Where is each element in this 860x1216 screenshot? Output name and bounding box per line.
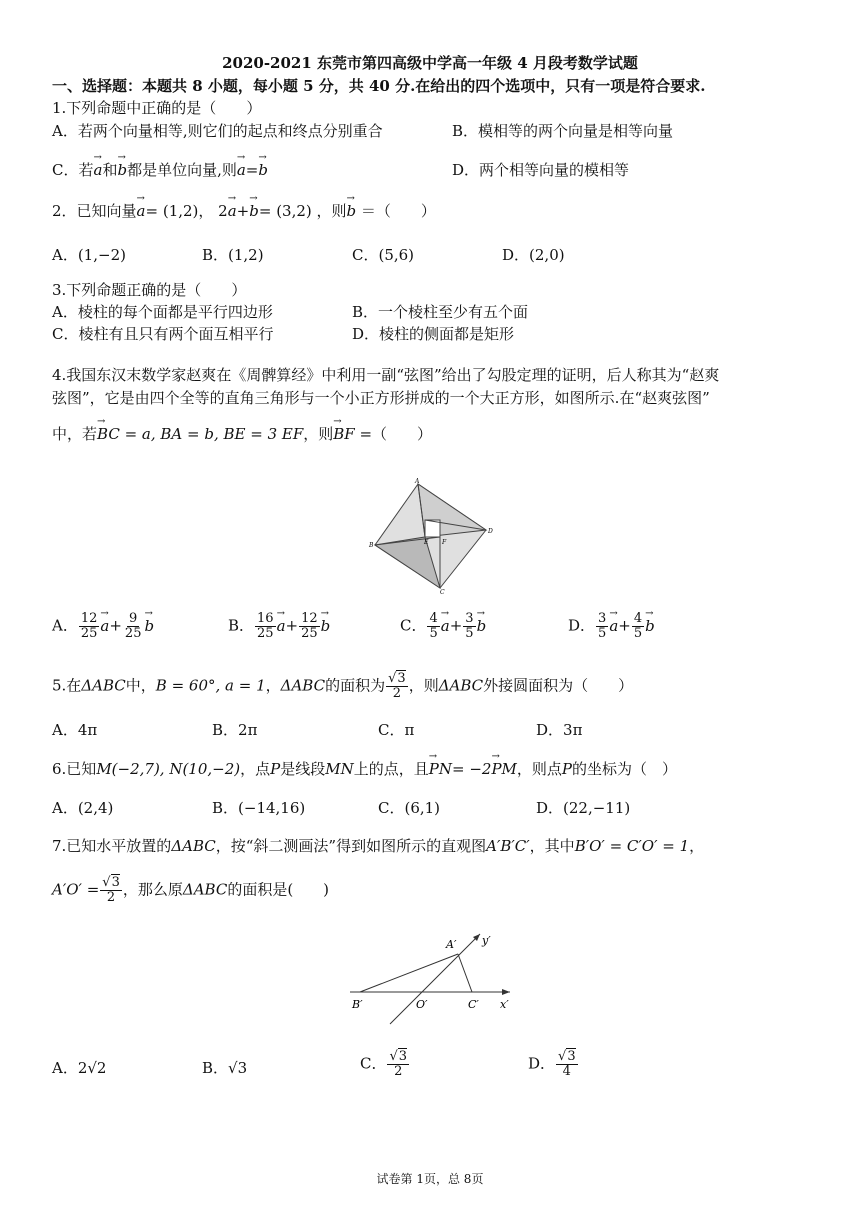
vector-b: → b	[249, 201, 259, 221]
q6-s2: 是线段	[280, 760, 326, 778]
q6-points: M(−2,7), N(10,−2)	[96, 760, 241, 778]
q1-c-and: 和	[102, 161, 118, 179]
numerator: 16	[257, 611, 274, 626]
fraction	[427, 612, 439, 641]
label-y-prime: y′	[482, 934, 491, 947]
q2-option-c: C．(5,6)	[352, 246, 415, 264]
triangle-abc: ΔABC	[171, 837, 216, 855]
label-c: C	[440, 589, 445, 596]
denominator: 25	[124, 626, 142, 641]
q5-s1: 中，	[125, 676, 156, 695]
q5-s4: ，则	[408, 676, 439, 695]
q5-stem	[52, 672, 633, 701]
q1-option-d: D．两个相等向量的模相等	[452, 161, 630, 179]
q7-condition2: A′O′ =	[52, 880, 100, 899]
vector-a: → a	[93, 160, 102, 180]
q2-option-b: B．(1,2)	[202, 246, 264, 264]
numerator: 3	[465, 611, 474, 626]
vector-pn: → PN	[429, 759, 452, 779]
vector-a: → a	[228, 201, 237, 221]
vector-a: → a	[137, 201, 146, 221]
q3-option-b: B．一个棱柱至少有五个面	[352, 303, 529, 321]
vector-b: → b	[117, 160, 127, 180]
q5-option-a: A．4π	[52, 721, 98, 739]
q7-pre: 7.已知水平放置的	[52, 837, 172, 855]
triangle-abc: ΔABC	[438, 676, 484, 695]
numerator: √3	[102, 875, 120, 890]
q5-option-d: D．3π	[536, 721, 583, 739]
q7-s1: ，按“斜二测画法”得到如图所示的直观图	[215, 837, 487, 855]
q7-option-b: B．√3	[202, 1059, 248, 1077]
q4-option-d: D． $\frac{3}{5}$ → a+ $\frac{4}{5}$ → b	[568, 612, 655, 641]
q6-option-c: C．(6,1)	[378, 799, 441, 817]
q4-option-b: B． $\frac{16}{25}$ → a+ $\frac{12}{25}$ → b	[228, 612, 330, 641]
label-a-prime: A′	[446, 938, 457, 951]
triangle-abc: ΔABC	[182, 880, 228, 899]
q2-option-a: A．(1,−2)	[52, 246, 126, 264]
denominator: 25	[301, 626, 318, 641]
q1-c-pre: C．若	[52, 161, 94, 179]
vector-b: → b	[321, 616, 331, 636]
label-a: A	[415, 478, 420, 485]
q5-s3: 的面积为	[325, 676, 386, 695]
q3-option-c: C．棱柱有且只有两个面互相平行	[52, 325, 274, 343]
q1-stem: 1.下列命题中正确的是（ ）	[52, 99, 262, 117]
q4-option-c: C． $\frac{4}{5}$ → a+ $\frac{3}{5}$ → b	[400, 612, 486, 641]
label-o-prime: O′	[416, 998, 428, 1011]
vector-a: → a	[100, 616, 109, 636]
q6-s4: ，则点	[516, 760, 562, 778]
q7-stem-line2	[52, 876, 329, 905]
vector-a: → a	[441, 616, 450, 636]
vector-b: → b	[645, 616, 655, 636]
q5-option-b: B．2π	[212, 721, 258, 739]
q5-s2: ，	[265, 676, 281, 695]
label-x-prime: x′	[500, 998, 509, 1011]
q5-s5: 外接圆面积为（ ）	[483, 676, 634, 695]
q3-option-a: A．棱柱的每个面都是平行四边形	[52, 303, 273, 321]
q2-stem-post: ＝（ ）	[360, 202, 436, 220]
q5-option-c: C．π	[378, 721, 415, 739]
q6-option-a: A．(2,4)	[52, 799, 114, 817]
q7-option-d	[528, 1050, 579, 1079]
q4-line3-pre: 中，若	[52, 425, 98, 443]
q7-option-c	[360, 1050, 410, 1079]
denominator: 5	[598, 626, 607, 641]
q6-s5: 的坐标为（ ）	[572, 760, 678, 778]
numerator: √3	[558, 1049, 576, 1064]
numerator: 4	[429, 611, 438, 626]
q7-option-a: A．2√2	[52, 1059, 107, 1077]
q6-s1: ，点	[240, 760, 271, 778]
vector-bf: → BF	[333, 424, 354, 444]
opt-label: C．	[400, 616, 427, 635]
q6-option-b: B．(−14,16)	[212, 799, 306, 817]
fraction	[123, 612, 144, 641]
q6-pre: 6.已知	[52, 760, 97, 778]
q4-line3-mid: ，则	[303, 425, 334, 443]
fraction-sqrt3-over-2	[100, 876, 122, 905]
zhaoshuang-diagram	[360, 476, 500, 596]
vector-b: → b	[258, 160, 268, 180]
denominator: 4	[562, 1064, 571, 1079]
opt-label: B．	[228, 616, 255, 635]
section-heading: 一、选择题：本题共 8 小题，每小题 5 分，共 40 分.在给出的四个选项中，只有一项是符合要求.	[52, 77, 706, 95]
q1-option-b: B．模相等的两个向量是相等向量	[452, 122, 674, 140]
denominator: 5	[465, 626, 474, 641]
denominator: 2	[392, 686, 402, 701]
q2-option-d: D．(2,0)	[502, 246, 565, 264]
numerator: 12	[80, 611, 98, 626]
oblique-projection-diagram	[340, 922, 522, 1030]
denominator: 25	[257, 626, 274, 641]
fraction	[463, 612, 475, 641]
numerator: √3	[389, 1049, 408, 1064]
q2-stem-pre: 2．已知向量	[52, 202, 137, 220]
q1-option-a: A．若两个向量相等,则它们的起点和终点分别重合	[52, 122, 383, 140]
q2-sum-value: = (3,2) ，则	[258, 202, 347, 220]
point-p: P	[561, 760, 572, 778]
q1-c-mid: 都是单位向量,则	[127, 161, 237, 179]
label-f: F	[442, 539, 447, 546]
vector-b: → b	[347, 201, 357, 221]
numerator: 9	[129, 611, 138, 626]
q4-line1: 4.我国东汉末数学家赵爽在《周髀算经》中利用一副“弦图”给出了勾股定理的证明，后人称其为“赵爽	[52, 366, 720, 384]
vector-pm: → PM	[491, 759, 516, 779]
vector-b: → b	[144, 616, 154, 636]
vector-a: → a	[237, 160, 246, 180]
opt-label: C．	[360, 1054, 387, 1073]
fraction	[596, 612, 608, 641]
q7-condition1: B′O′ = C′O′ = 1	[574, 837, 690, 855]
fraction-sqrt3-over-4	[556, 1050, 578, 1079]
triangle-abc: ΔABC	[81, 676, 126, 695]
fraction	[632, 612, 644, 641]
q6-s3: 上的点，且	[353, 760, 429, 778]
q1-option-c: C．若→ a和→ b都是单位向量,则→ a=→ b	[52, 160, 268, 180]
numerator: 4	[633, 611, 643, 626]
q4-line3-post: =（ ）	[359, 425, 433, 443]
fraction-sqrt3-over-2	[386, 672, 408, 701]
numerator: 12	[301, 611, 318, 626]
q4-condition: = a, BA = b, BE = 3 EF	[124, 425, 304, 443]
triangle-abc: ΔABC	[280, 676, 326, 695]
vector-bc: → BC	[97, 424, 120, 444]
vector-a: → a	[609, 616, 618, 636]
q4-line3	[52, 424, 432, 444]
q5-condition: B = 60°, a = 1	[155, 676, 266, 695]
q7-s2: ，其中	[529, 837, 575, 855]
q4-option-a: A． $\frac{12}{25}$ → a+ $\frac{9}{25}$ → b	[52, 612, 154, 641]
q6-option-d: D．(22,−11)	[536, 799, 631, 817]
label-b: B	[369, 542, 374, 549]
opt-label: A．	[52, 616, 78, 635]
opt-label: D．	[568, 616, 596, 635]
denominator: 5	[429, 626, 438, 641]
segment-mn: MN	[325, 760, 354, 778]
q4-line2: 弦图”，它是由四个全等的直角三角形与一个小正方形拼成的一个大正方形，如图所示.在“赵爽弦图”	[52, 389, 710, 407]
q7-s5: 的面积是( )	[227, 880, 330, 899]
denominator: 2	[394, 1064, 403, 1079]
vector-b: → b	[477, 616, 487, 636]
label-d: D	[488, 528, 493, 535]
denominator: 25	[80, 626, 98, 641]
q6-stem	[52, 759, 677, 779]
q5-pre: 5.在	[52, 676, 82, 695]
q3-stem: 3.下列命题正确的是（ ）	[52, 281, 247, 299]
page-footer: 试卷第 1页，总 8页	[376, 1172, 484, 1186]
label-e: E	[424, 539, 429, 546]
numerator: 3	[598, 611, 607, 626]
denominator: 2	[106, 890, 116, 905]
q2-vector-a-value: = (1,2)，	[145, 202, 214, 220]
fraction	[299, 612, 320, 641]
q6-relation: = −2	[451, 760, 492, 778]
fraction-sqrt3-over-2	[387, 1050, 409, 1079]
point-p: P	[270, 760, 281, 778]
numerator: √3	[388, 671, 406, 686]
q2-stem: 2．已知向量→ a= (1,2)， 2→ a+→ b= (3,2) ，则→ b ＝（ ）	[52, 201, 436, 221]
q7-stem-line1	[52, 836, 704, 856]
exam-title: 2020-2021 东莞市第四高级中学高一年级 4 月段考数学试题	[222, 54, 638, 72]
denominator: 5	[633, 626, 643, 641]
label-b-prime: B′	[352, 998, 363, 1011]
vector-a: → a	[277, 616, 286, 636]
q3-option-d: D．棱柱的侧面都是矩形	[352, 325, 515, 343]
intuitive-figure: A′B′C′	[486, 837, 530, 855]
q7-s4: ，那么原	[122, 880, 183, 899]
fraction	[255, 612, 276, 641]
fraction	[79, 612, 100, 641]
opt-label: D．	[528, 1054, 556, 1073]
label-c-prime: C′	[468, 998, 479, 1011]
q7-s3: ，	[689, 837, 705, 855]
